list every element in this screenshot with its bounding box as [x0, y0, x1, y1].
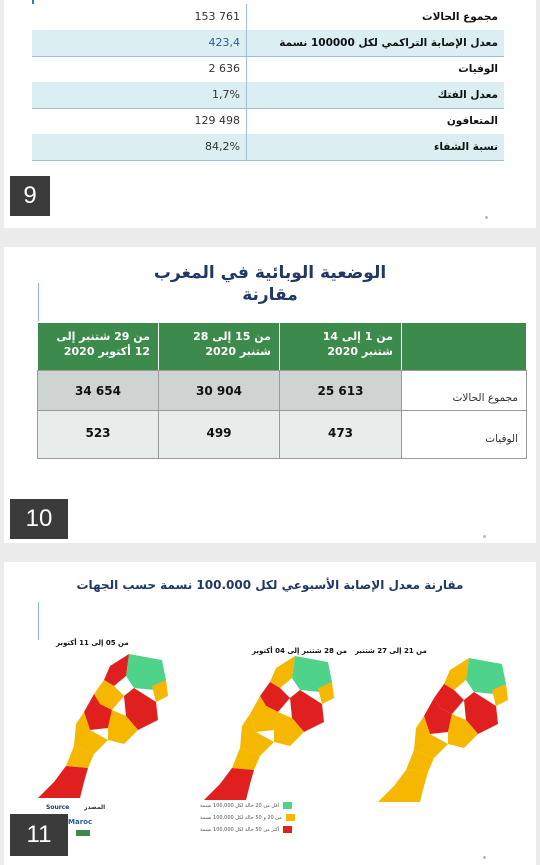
row-label: نسبة الشفاء — [433, 141, 498, 153]
table-cell: 30 904 — [158, 370, 280, 411]
column-header: من 29 شتنبر إلى 12 أكتوبر 2020 — [38, 323, 158, 370]
region-laayoune — [54, 766, 88, 782]
source-logo-bar — [76, 830, 90, 836]
slide-11 — [4, 562, 536, 865]
row-value: 2 636 — [32, 56, 247, 82]
row-label: الوفيات — [458, 63, 498, 75]
table-row — [32, 82, 504, 109]
table-cell: 523 — [37, 410, 159, 459]
column-header: من 1 إلى 14 شتنبر 2020 — [280, 323, 401, 370]
slide-title: الوضعية الوبائية في المغرب — [153, 263, 387, 283]
legend-label: من 20 و 50 حالة لكل 100,000 نسمة — [200, 814, 282, 821]
legend-label: أقل من 20 حالة لكل 100,000 نسمة — [200, 802, 279, 809]
region-rabat — [444, 658, 469, 690]
table-cell: 34 654 — [37, 370, 159, 411]
slide-10 — [4, 247, 536, 543]
slide-9 — [4, 0, 536, 228]
region-rabat — [270, 656, 295, 688]
map-week-2 — [200, 652, 348, 802]
table-row — [32, 56, 504, 83]
source-label: Source — [46, 804, 70, 811]
row-label: الوفيات — [401, 410, 527, 459]
table-row — [32, 108, 504, 135]
row-label: المتعافون — [446, 115, 498, 127]
slide-footer-mark — [483, 856, 486, 859]
map-week-1 — [374, 654, 522, 804]
table-cell: 473 — [279, 410, 402, 459]
legend-swatch — [286, 814, 295, 821]
slide-title: مقارنة معدل الإصابة الأسبوعي لكل 100.000 نسمة حسب الجهات — [76, 578, 464, 592]
slide-subtitle: مقارنة — [242, 285, 298, 305]
row-label: معدل الفتك — [437, 89, 498, 101]
table-row — [32, 134, 504, 161]
region-rabat — [104, 654, 129, 686]
row-value: 84,2% — [32, 134, 247, 160]
source-label-ar: المصدر — [84, 804, 106, 811]
row-value: 1,7% — [32, 82, 247, 108]
map-date-label: من 05 إلى 11 أكتوبر — [56, 639, 129, 647]
page-number: 11 — [10, 814, 68, 856]
page-number: 9 — [10, 176, 50, 216]
table-row — [32, 4, 504, 31]
region-dakhla — [204, 784, 250, 800]
row-value: 153 761 — [32, 4, 247, 30]
row-value: 423,4 — [32, 30, 247, 56]
legend-item-high — [200, 826, 292, 833]
table-row — [32, 30, 504, 57]
slide-footer-mark — [483, 535, 486, 538]
legend-item-low — [200, 802, 292, 809]
region-dakhla — [378, 786, 424, 802]
legend-swatch — [283, 802, 292, 809]
row-label: مجموع الحالات — [422, 11, 498, 23]
slide-footer-mark — [485, 216, 488, 219]
row-label: معدل الإصابة التراكمي لكل 100000 نسمة — [279, 37, 498, 49]
column-header: من 15 إلى 28 شتنبر 2020 — [159, 323, 279, 370]
map-week-3 — [34, 650, 182, 800]
legend-label: أكثر من 50 حالة لكل 100,000 نسمة — [200, 826, 280, 833]
legend-item-mid — [200, 814, 295, 821]
region-dakhla — [38, 782, 84, 798]
header-cell-empty — [402, 323, 526, 370]
region-laayoune — [394, 770, 428, 786]
table-cell: 499 — [158, 410, 280, 459]
row-value: 129 498 — [32, 108, 247, 134]
source-logo: Maroc — [68, 818, 93, 826]
slide-accent-line — [38, 602, 39, 640]
map-date-label: من 21 إلى 27 شتنبر — [355, 647, 427, 655]
map-date-label: من 28 شتنبر إلى 04 أكتوبر — [252, 647, 347, 655]
row-label: مجموع الحالات — [401, 370, 527, 411]
table-cell: 25 613 — [279, 370, 402, 411]
region-laayoune — [220, 768, 254, 784]
page-number: 10 — [10, 499, 68, 539]
legend-swatch — [283, 826, 292, 833]
